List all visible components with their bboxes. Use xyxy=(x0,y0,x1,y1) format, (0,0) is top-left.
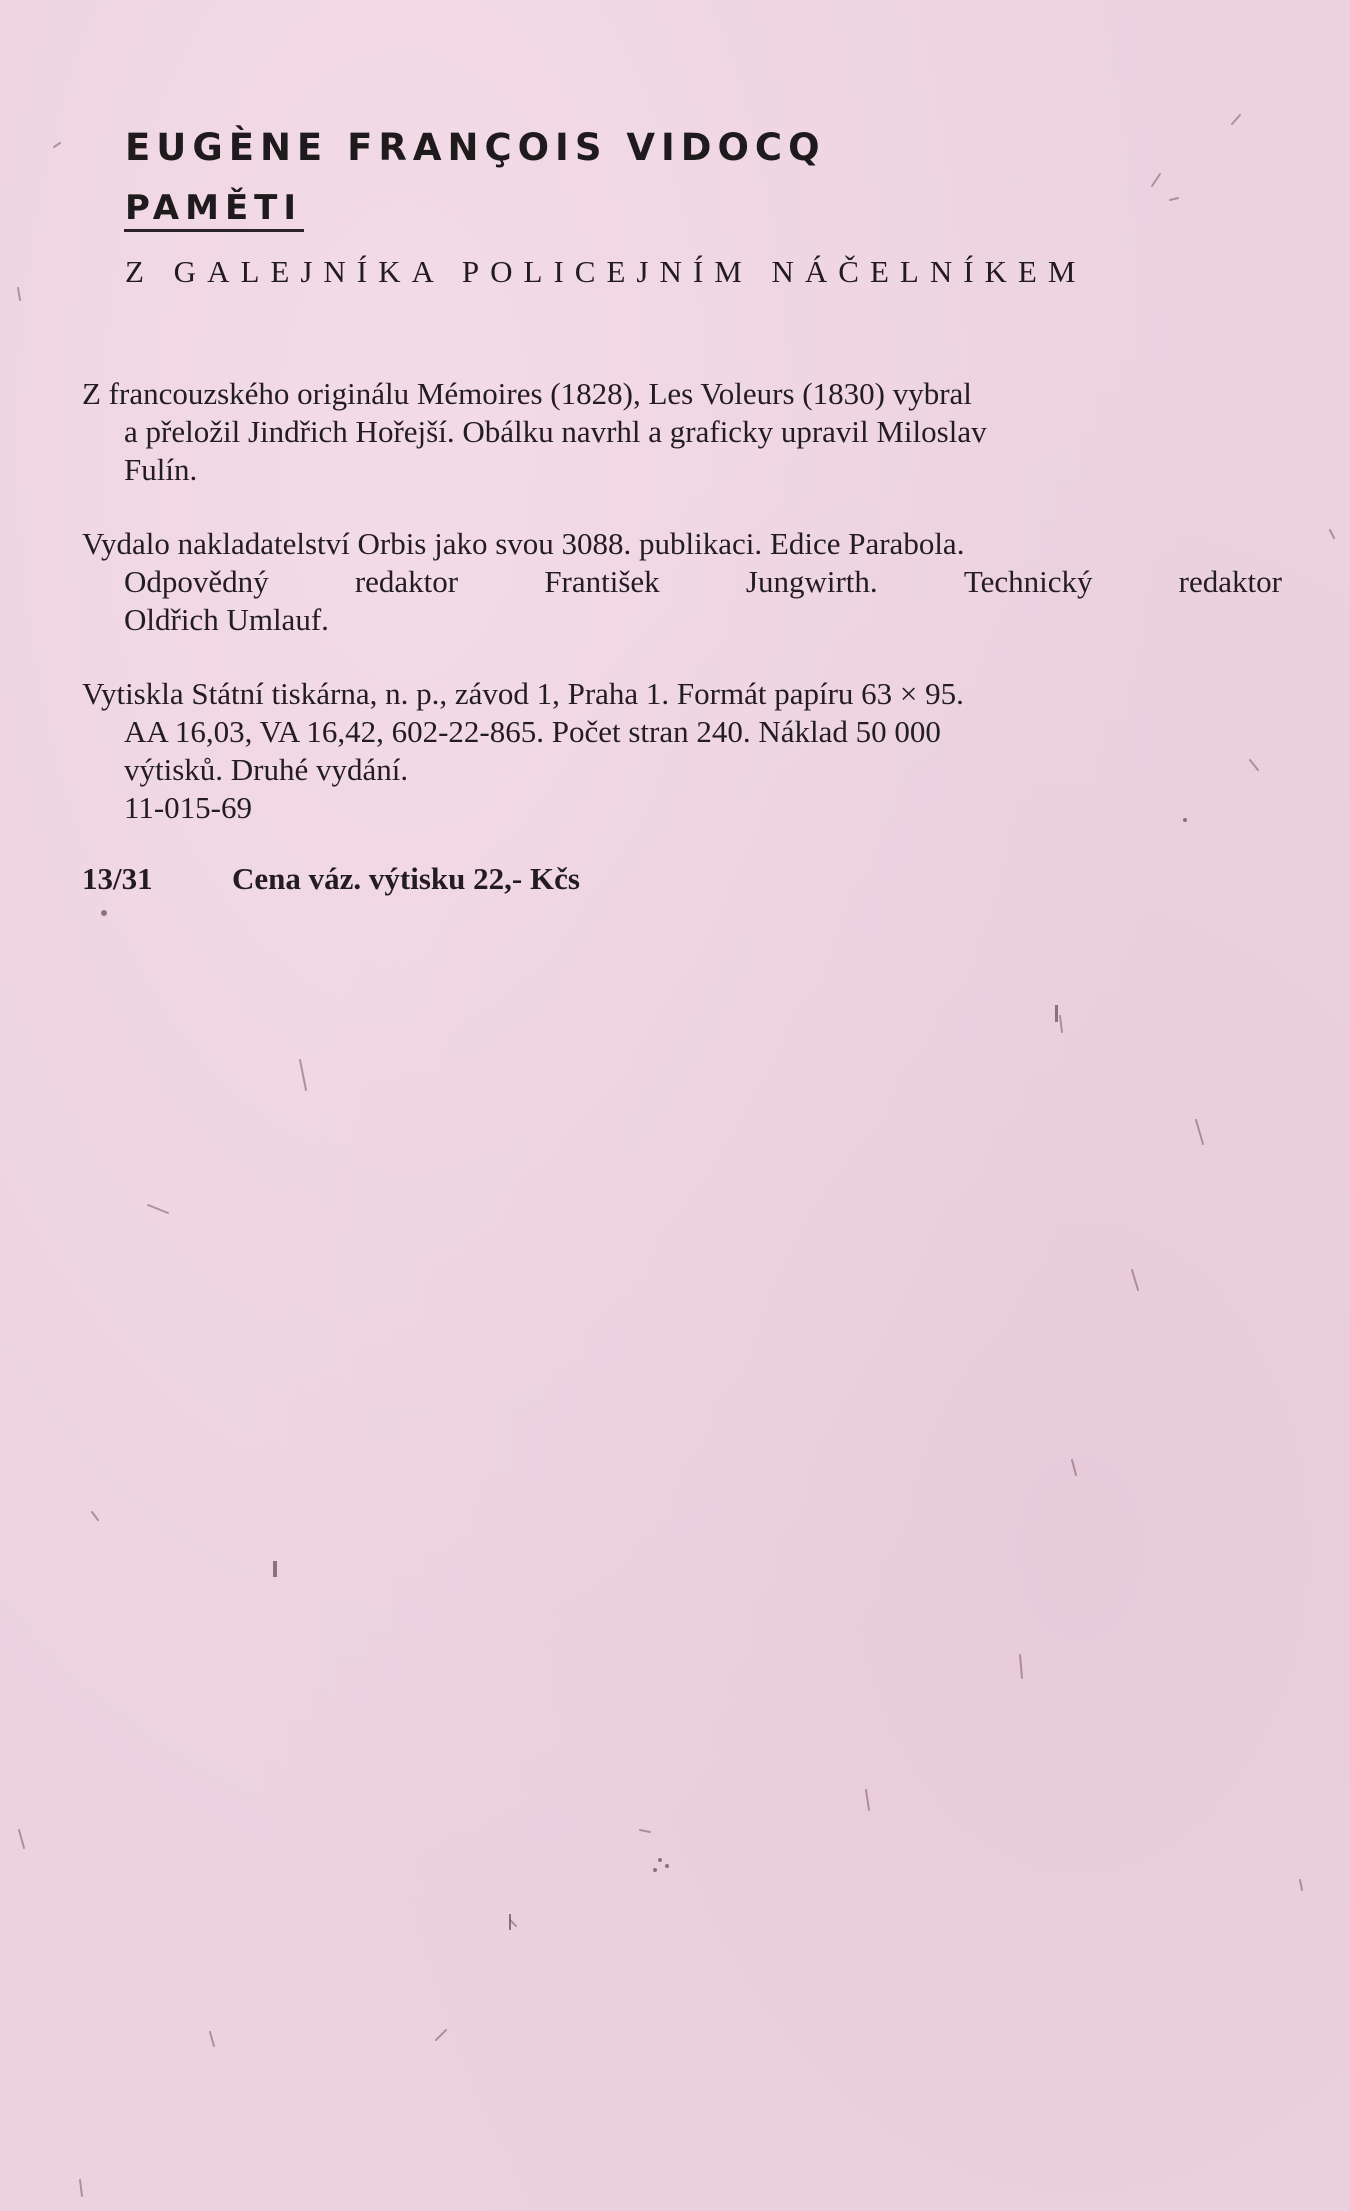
printing-line-3: výtisků. Druhé vydání. xyxy=(124,752,409,787)
printing-line-2: AA 16,03, VA 16,42, 602-22-865. Počet stran 240. Náklad 50 000 xyxy=(124,714,941,749)
publisher-word: Technický xyxy=(963,564,1093,599)
price-code: 13/31 xyxy=(82,861,153,896)
printing-note xyxy=(82,675,1282,827)
title-underline xyxy=(124,229,304,232)
price-line xyxy=(82,861,580,897)
publisher-line-2 xyxy=(82,563,1282,601)
price-text: Cena váz. výtisku 22,- Kčs xyxy=(232,861,580,896)
publisher-word: redaktor xyxy=(354,564,459,599)
printing-line-1: Vytiskla Státní tiskárna, n. p., závod 1, Praha 1. Formát papíru 63 × 95. xyxy=(82,676,964,711)
translation-note xyxy=(82,375,1282,489)
translation-line-2: a přeložil Jindřich Hořejší. Obálku navrhl a graficky upravil Miloslav xyxy=(124,414,987,449)
book-subtitle: Z GALEJNÍKA POLICEJNÍM NÁČELNÍKEM xyxy=(125,254,1087,289)
translation-line-1: Z francouzského originálu Mémoires (1828), Les Voleurs (1830) vybral xyxy=(82,376,972,411)
publisher-line-1: Vydalo nakladatelství Orbis jako svou 3088. publikaci. Edice Parabola. xyxy=(82,526,965,561)
book-title: PAMĚTI xyxy=(125,188,303,228)
publisher-word: František xyxy=(544,564,660,599)
publisher-line-3: Oldřich Umlauf. xyxy=(124,602,329,637)
publisher-word: redaktor xyxy=(1178,564,1282,599)
publisher-word: Odpovědný xyxy=(124,564,269,599)
author-name: EUGÈNE FRANÇOIS VIDOCQ xyxy=(125,126,826,169)
translation-line-3: Fulín. xyxy=(124,452,198,487)
printing-line-4: 11-015-69 xyxy=(124,790,252,825)
publisher-note xyxy=(82,525,1282,639)
publisher-word: Jungwirth. xyxy=(745,564,878,599)
